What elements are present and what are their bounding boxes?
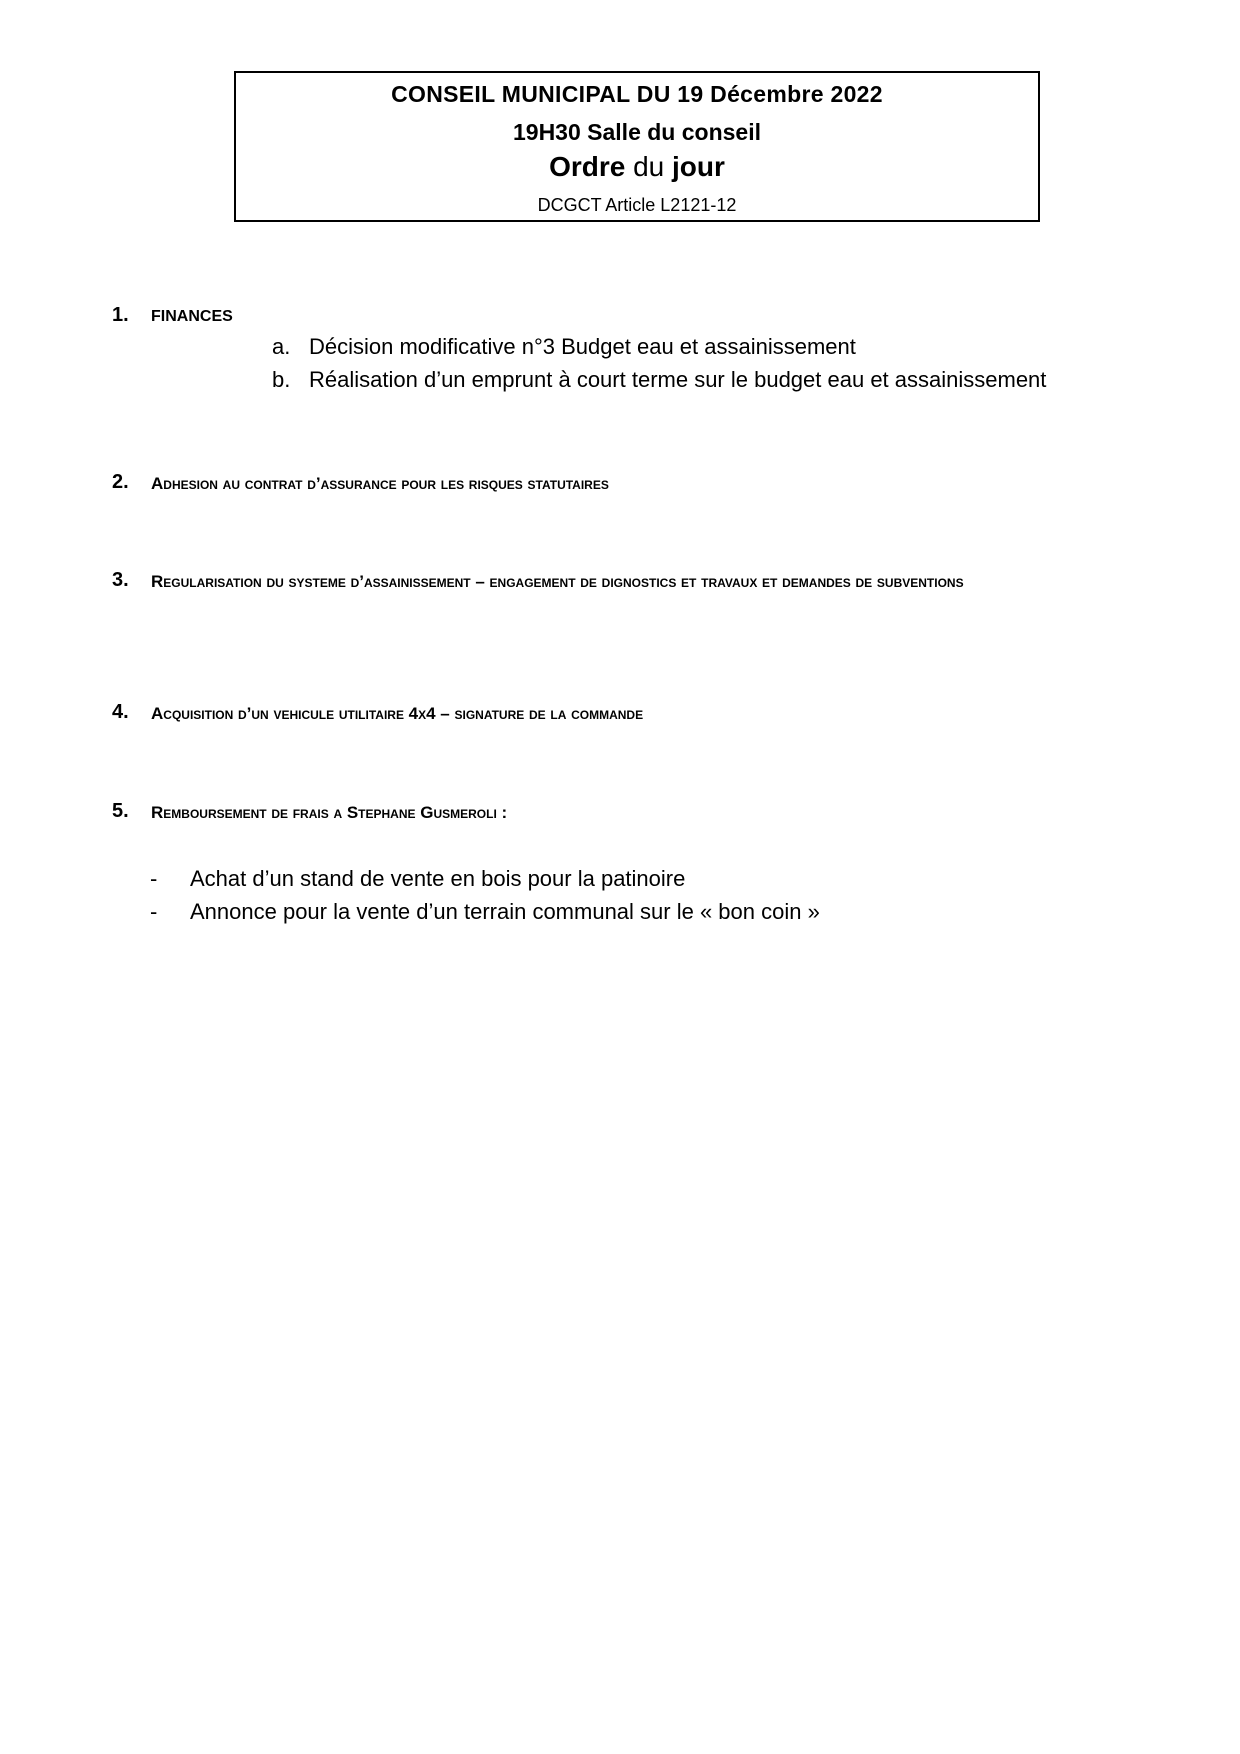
agenda-item-number: 1. xyxy=(112,304,129,326)
agenda-bullet-1 xyxy=(150,866,685,892)
bullet-text: Annonce pour la vente d’un terrain communal sur le « bon coin » xyxy=(190,899,820,924)
bullet-text: Achat d’un stand de vente en bois pour la patinoire xyxy=(190,866,686,891)
agenda-subitem-b xyxy=(272,367,1046,393)
agenda-item-number: 4. xyxy=(112,701,129,723)
legal-reference: DCGCT Article L2121-12 xyxy=(537,195,737,215)
agenda-heading-word-2: du xyxy=(625,151,673,182)
bullet-marker: - xyxy=(150,899,158,924)
subitem-marker: a. xyxy=(272,334,291,359)
agenda-heading xyxy=(236,151,1038,183)
agenda-item-title: Regularisation du systeme d’assainissement – engagement de dignostics et travaux et demandes de subventions xyxy=(151,572,964,591)
agenda-heading-word-3: jour xyxy=(672,151,725,182)
subitem-marker: b. xyxy=(272,367,291,392)
meeting-title: CONSEIL MUNICIPAL DU 19 Décembre 2022 xyxy=(391,81,883,107)
subitem-text: Décision modificative n°3 Budget eau et assainissement xyxy=(309,334,856,359)
meeting-time-location: 19H30 Salle du conseil xyxy=(512,119,761,145)
agenda-subitem-a xyxy=(272,334,856,360)
agenda-heading-word-1: Ordre xyxy=(549,151,626,182)
bullet-marker: - xyxy=(150,866,158,891)
agenda-item-title: Adhesion au contrat d’assurance pour les risques statutaires xyxy=(151,474,609,493)
agenda-item-title: Remboursement de frais a Stephane Gusmeroli : xyxy=(151,803,508,822)
header-box xyxy=(234,71,1040,222)
agenda-item-number: 5. xyxy=(112,800,129,822)
agenda-item-number: 3. xyxy=(112,569,129,591)
agenda-item-title: Acquisition d’un vehicule utilitaire 4x4 – signature de la commande xyxy=(151,704,644,723)
agenda-item-title: FINANCES xyxy=(151,308,233,325)
agenda-item-number: 2. xyxy=(112,471,129,493)
subitem-text: Réalisation d’un emprunt à court terme sur le budget eau et assainissement xyxy=(309,367,1047,392)
agenda-bullet-2 xyxy=(150,899,820,925)
